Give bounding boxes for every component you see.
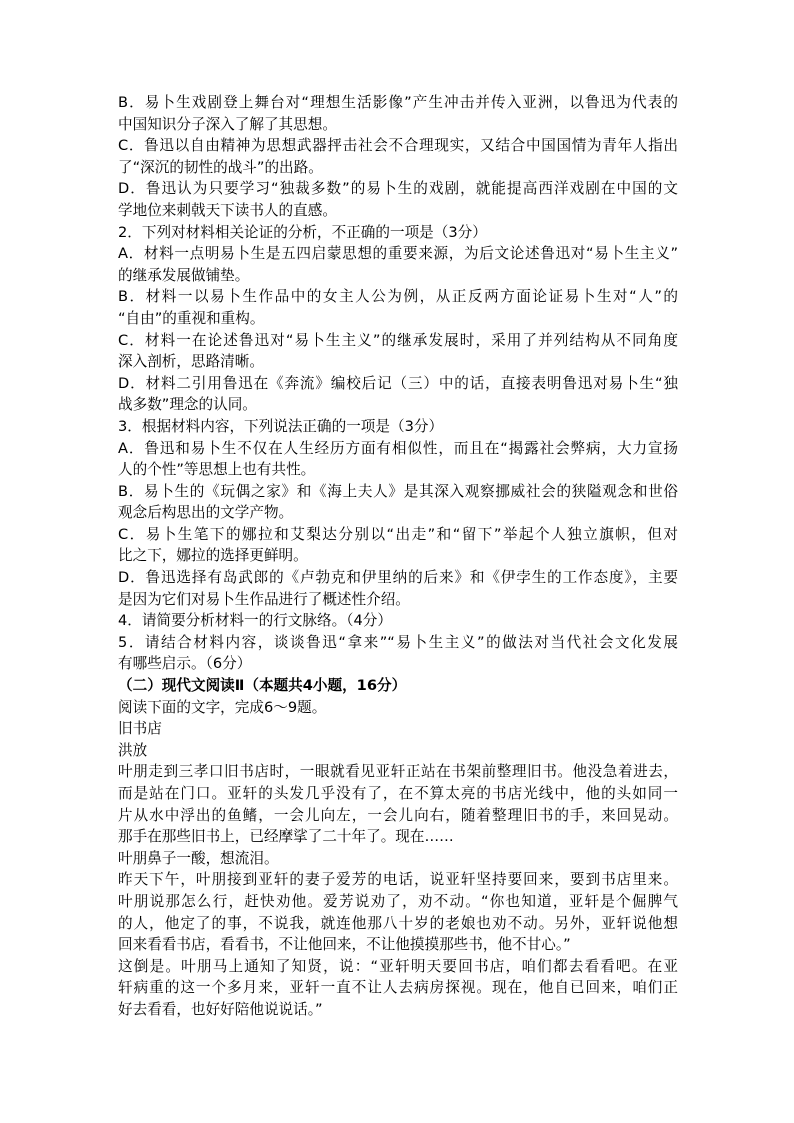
text-line: C．材料一在论述鲁迅对“易卜生主义”的继承发展时，采用了并列结构从不同角度 [118,331,678,349]
text-line: 叶朋鼻子一酸，想流泪。 [118,849,279,867]
text-line: 片从水中浮出的鱼鳍，一会儿向左，一会儿向右，随着整理旧书的手，来回晃动。 [118,806,678,824]
document-page [118,92,678,1021]
text-line: D．材料二引用鲁迅在《奔流》编校后记（三）中的话，直接表明鲁迅对易卜生“独 [118,374,678,392]
text-line: 战多数”理念的认同。 [118,396,257,414]
text-line: A．鲁迅和易卜生不仅在人生经历方面有相似性，而且在“揭露社会弊病，大力宣扬 [118,439,678,457]
text-line: 有哪些启示。（6分） [118,655,252,673]
text-line: B．材料一以易卜生作品中的女主人公为例，从正反两方面论证易卜生对“人”的 [118,288,678,306]
text-line: 观念后构思出的文学产物。 [118,504,294,522]
text-line: 而是站在门口。亚轩的头发几乎没有了，在不算太亮的书店光线中，他的头如同一 [118,785,678,802]
text-line: 人的个性”等思想上也有共性。 [118,461,316,479]
text-line: 的人，他定了的事，不说我，就连他那八十岁的老娘也劝不动。另外，亚轩说他想 [118,914,678,932]
text-line: 轩病重的这一个多月来，亚轩一直不让人去病房探视。现在，他自已回来，咱们正 [118,979,678,997]
text-line: 深入剖析，思路清晰。 [118,353,264,371]
text-line: C．易卜生笔下的娜拉和艾梨达分别以“出走”和“留下”举起个人独立旗帜，但对 [118,525,678,543]
text-line: 好去看看，也好好陪他说说话。” [118,1000,323,1018]
text-line: 了“深沉的韧性的战斗”的出路。 [118,158,323,176]
text-line: 是因为它们对易卜生作品进行了概述性介绍。 [118,590,410,608]
text-line: B．易卜生的《玩偶之家》和《海上夫人》是其深入观察挪威社会的狭隘观念和世俗 [118,482,678,500]
text-line: 叶朋走到三孝口旧书店时，一眼就看见亚轩正站在书架前整理旧书。他没急着进去， [118,763,678,781]
text-line: 4．请简要分析材料一的行文脉络。（4分） [118,612,392,630]
text-line: 3．根据材料内容，下列说法正确的一项是（3分） [118,417,444,435]
text-line: 中国知识分子深入了解了其思想。 [118,115,337,133]
text-line: 那手在那些旧书上，已经摩挲了二十年了。现在…… [118,828,454,846]
text-line: A．材料一点明易卜生是五四启蒙思想的重要来源，为后文论述鲁迅对“易卜生主义” [118,245,678,263]
text-line: 的继承发展做铺垫。 [118,266,250,284]
text-line: D．鲁迅认为只要学习“独裁多数”的易卜生的戏剧，就能提高西洋戏剧在中国的文 [118,180,678,198]
text-line: “自由”的重视和重构。 [118,309,265,327]
text-line: 这倒是。叶朋马上通知了知贤，说：“亚轩明天要回书店，咱们都去看看吧。在亚 [118,957,678,975]
text-line: 阅读下面的文字，完成6～9题。 [118,698,327,716]
section-heading: （二）现代文阅读Ⅱ（本题共4小题，16分） [118,677,407,695]
text-line: 洪放 [118,741,148,759]
text-line: 旧书店 [118,720,162,738]
text-line: 昨天下午，叶朋接到亚轩的妻子爱芳的电话，说亚轩坚持要回来，要到书店里来。 [118,871,678,889]
text-line: 叶朋说那怎么行，赶快劝他。爱芳说劝了，劝不动。“你也知道，亚轩是个倔脾气 [118,892,678,910]
text-line: D．鲁迅选择有岛武郎的《卢勃克和伊里纳的后来》和《伊孛生的工作态度》，主要 [118,569,678,587]
text-line: 比之下，娜拉的选择更鲜明。 [118,547,308,565]
text-line: 2．下列对材料相关论证的分析，不正确的一项是（3分） [118,223,487,241]
text-line: 学地位来刺戟天下读书人的直感。 [118,201,337,219]
text-line: 回来看看书店，看看书，不让他回来，不让他摸摸那些书，他不甘心。” [118,936,571,954]
text-line: C．鲁迅以自由精神为思想武器抨击社会不合理现实，又结合中国国情为青年人指出 [118,137,678,155]
text-line: B．易卜生戏剧登上舞台对“理想生活影像”产生冲击并传入亚洲，以鲁迅为代表的 [118,94,678,111]
text-line: 5．请结合材料内容，谈谈鲁迅“拿来”“易卜生主义”的做法对当代社会文化发展 [118,633,678,651]
